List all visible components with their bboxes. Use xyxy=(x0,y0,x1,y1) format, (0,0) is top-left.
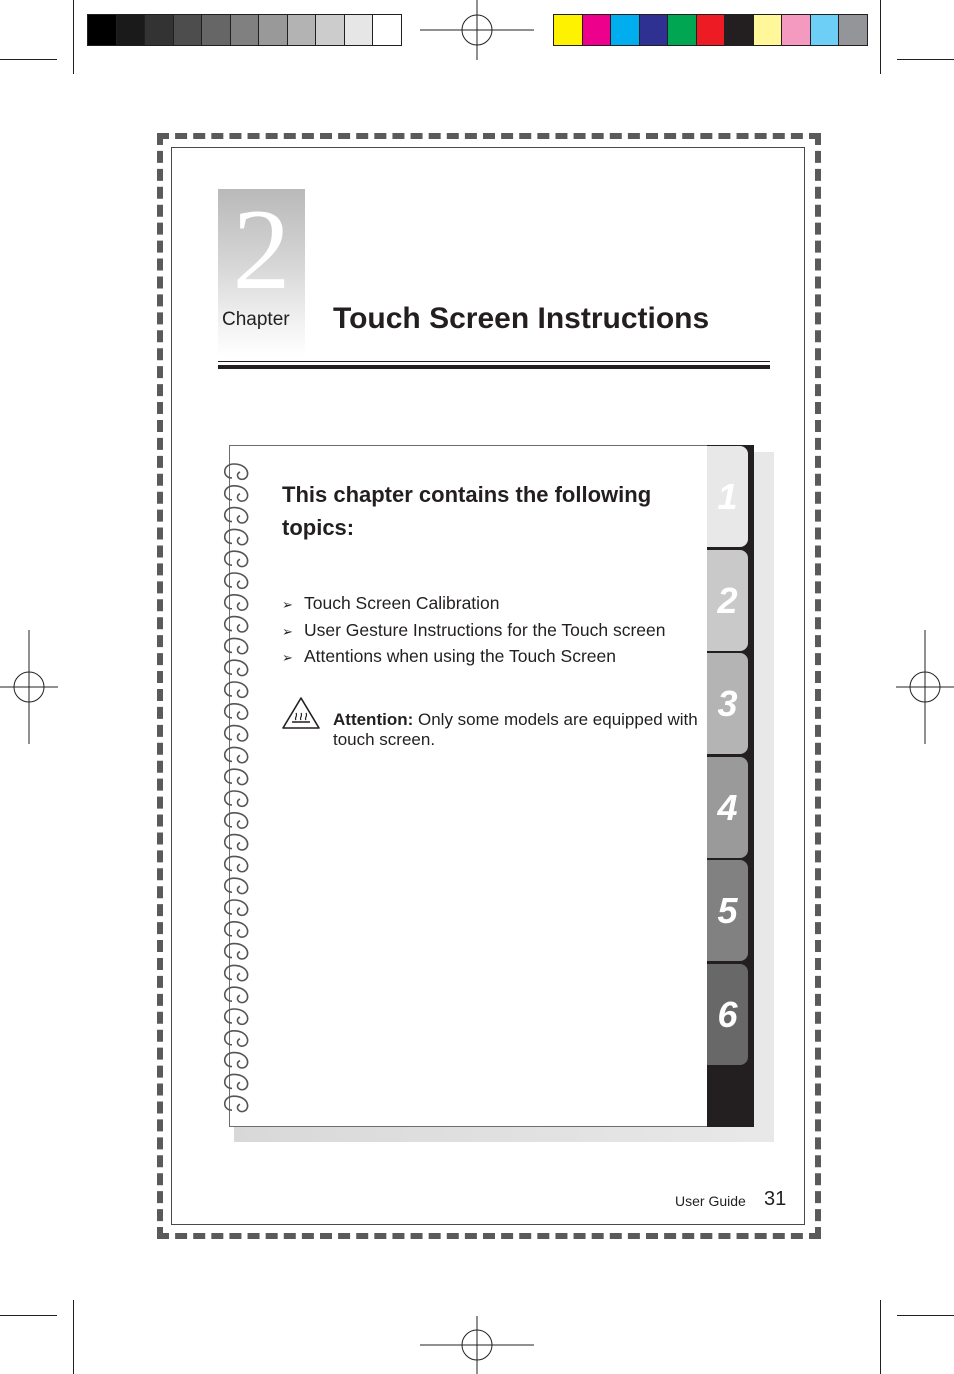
crop-mark xyxy=(73,1300,74,1374)
color-swatch xyxy=(697,15,726,45)
topics-heading: This chapter contains the following topics: xyxy=(282,482,652,540)
chapter-tab-1: 1 xyxy=(707,446,748,547)
crop-mark xyxy=(0,1315,57,1316)
color-swatch xyxy=(288,15,317,45)
chapter-tab-5: 5 xyxy=(707,860,748,961)
color-swatch xyxy=(316,15,345,45)
registration-mark-icon xyxy=(896,630,954,744)
color-swatch xyxy=(259,15,288,45)
list-item xyxy=(282,591,666,618)
registration-mark-icon xyxy=(420,0,534,60)
color-swatch xyxy=(583,15,612,45)
color-swatch xyxy=(668,15,697,45)
topic-text: Attentions when using the Touch Screen xyxy=(304,646,616,666)
chapter-tab-6: 6 xyxy=(707,964,748,1065)
registration-mark-icon xyxy=(0,630,58,744)
crop-mark xyxy=(0,59,57,60)
chapter-tab-2: 2 xyxy=(707,550,748,651)
color-swatch xyxy=(117,15,146,45)
topic-text: User Gesture Instructions for the Touch screen xyxy=(304,619,666,640)
color-swatch xyxy=(725,15,754,45)
bullet-arrow-icon: ➢ xyxy=(282,623,293,639)
page-number: 31 xyxy=(764,1188,787,1210)
color-swatch xyxy=(839,15,867,45)
hot-surface-warning-icon xyxy=(281,696,321,730)
color-swatch xyxy=(640,15,669,45)
color-swatch xyxy=(554,15,583,45)
grayscale-color-bar xyxy=(87,14,402,46)
color-swatch xyxy=(811,15,840,45)
attention-label: Attention: xyxy=(333,710,414,729)
crop-mark xyxy=(73,0,74,74)
color-swatch xyxy=(754,15,783,45)
registration-mark-icon xyxy=(420,1316,534,1374)
page-title: Touch Screen Instructions xyxy=(333,302,710,335)
bullet-arrow-icon: ➢ xyxy=(282,597,293,612)
footer-guide-label: User Guide xyxy=(675,1193,746,1209)
list-item xyxy=(282,644,666,671)
chapter-number: 2 xyxy=(232,186,291,314)
color-swatch xyxy=(373,15,401,45)
title-rule xyxy=(218,361,770,362)
color-swatch xyxy=(174,15,203,45)
color-swatch xyxy=(611,15,640,45)
color-swatch xyxy=(345,15,374,45)
color-swatch xyxy=(231,15,260,45)
attention-text: Only some models are equipped with touch screen. xyxy=(333,710,698,749)
color-swatch xyxy=(202,15,231,45)
crop-mark xyxy=(880,0,881,74)
notebook-page xyxy=(229,445,754,1127)
topic-text: Touch Screen Calibration xyxy=(304,593,500,613)
attention-note xyxy=(333,710,698,750)
chapter-tab-4: 4 xyxy=(707,757,748,858)
color-swatch xyxy=(88,15,117,45)
crop-mark xyxy=(880,1300,881,1374)
color-swatch xyxy=(782,15,811,45)
color-swatch xyxy=(145,15,174,45)
chapter-tab-3: 3 xyxy=(707,653,748,754)
title-rule-thick xyxy=(218,365,770,369)
bullet-arrow-icon: ➢ xyxy=(282,650,293,665)
crop-mark xyxy=(897,1315,954,1316)
spiral-binding-icon xyxy=(220,462,254,1118)
list-item xyxy=(282,618,666,645)
topic-list xyxy=(282,591,666,671)
chapter-label: Chapter xyxy=(222,309,290,330)
cmyk-color-bar xyxy=(553,14,868,46)
crop-mark xyxy=(897,59,954,60)
